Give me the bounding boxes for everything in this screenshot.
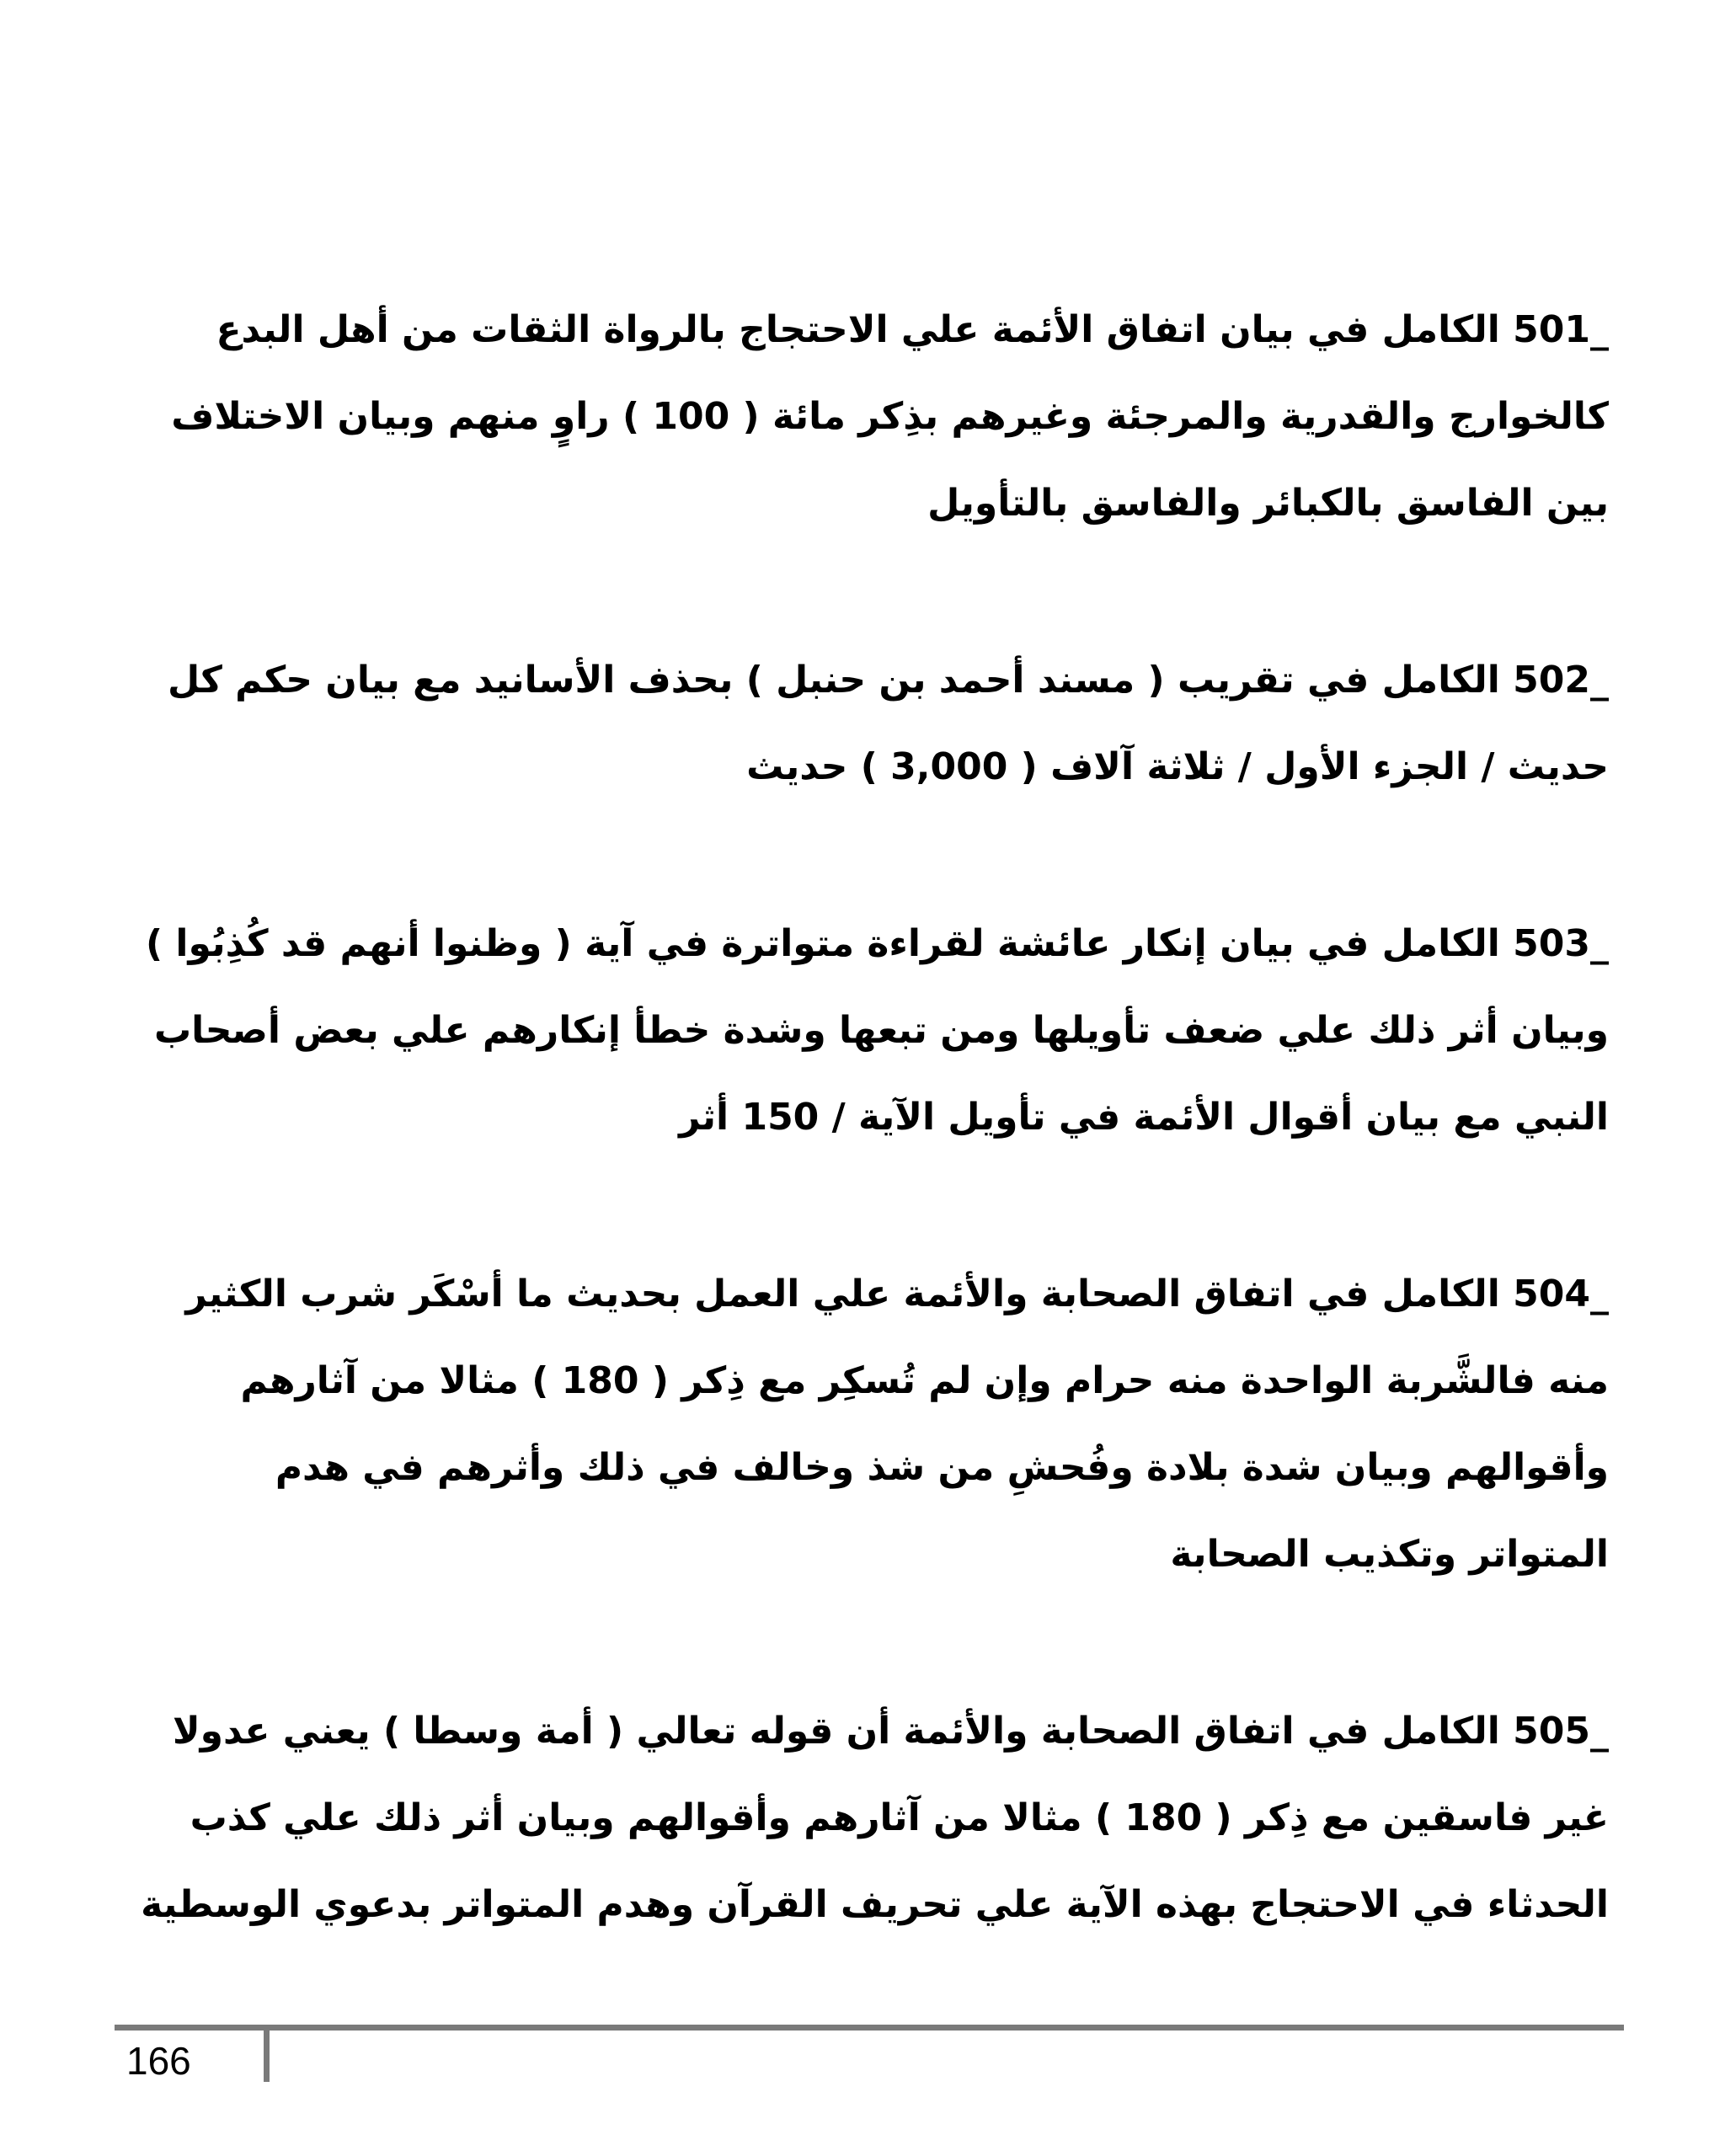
list-item: [126, 900, 1609, 1161]
list-item: [126, 286, 1609, 547]
footer-rule: [115, 2025, 1624, 2031]
entry-number: 501_: [1513, 308, 1609, 351]
entry-text: الكامل في اتفاق الصحابة والأئمة أن قوله تعالي ( أمة وسطا ) يعني عدولا غير فاسقين مع ذِكر ( 180 ) مثالا من آثارهم وأقوالهم وبيان أثر ذلك علي كذب الحدثاء في الاحتجاج بهذه الآية علي تحريف القرآن وهدم المتواتر بدعوي الوسطية: [141, 1710, 1609, 1926]
list-item: [126, 637, 1609, 810]
list-item: [126, 1688, 1609, 1948]
entry-number: 502_: [1513, 659, 1609, 702]
entry-text: الكامل في تقريب ( مسند أحمد بن حنبل ) بحذف الأسانيد مع بيان حكم كل حديث / الجزء الأول / ثلاثة آلاف ( 3,000 ) حديث: [167, 659, 1609, 788]
list-item: [126, 1251, 1609, 1598]
footer-divider: [264, 2026, 270, 2082]
entry-text: الكامل في بيان إنكار عائشة لقراءة متواترة في آية ( وظنوا أنهم قد كُذِبُوا ) وبيان أثر ذلك علي ضعف تأويلها ومن تبعها وشدة خطأ إنكارهم علي بعض أصحاب النبي مع بيان أقوال الأئمة في تأويل الآية / 150 أثر: [145, 922, 1609, 1139]
entry-list: [126, 286, 1609, 2038]
entry-text: الكامل في بيان اتفاق الأئمة علي الاحتجاج بالرواة الثقات من أهل البدع كالخوارج والقدرية والمرجئة وغيرهم بذِكر مائة ( 100 ) راوٍ منهم وبيان الاختلاف بين الفاسق بالكبائر والفاسق بالتأويل: [171, 308, 1609, 525]
entry-text: الكامل في اتفاق الصحابة والأئمة علي العمل بحديث ما أسْكَر شرب الكثير منه فالشَّربة الواحدة منه حرام وإن لم تُسكِر مع ذِكر ( 180 ) مثالا من آثارهم وأقوالهم وبيان شدة بلادة وفُحشِ من شذ وخالف في ذلك وأثرهم في هدم المتواتر وتكذيب الصحابة: [185, 1273, 1609, 1576]
entry-number: 503_: [1513, 922, 1609, 965]
page-number: 166: [126, 2039, 191, 2083]
entry-number: 504_: [1513, 1273, 1609, 1315]
entry-number: 505_: [1513, 1710, 1609, 1753]
